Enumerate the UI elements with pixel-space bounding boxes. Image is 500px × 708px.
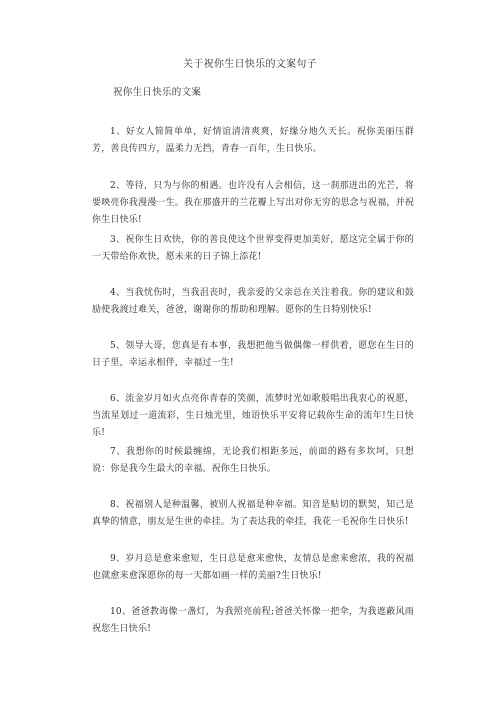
paragraph-7: 7、我想你的时候最缠绵，无论我们相距多远，前面的路有多坎坷，只想说：你是我今生最大的幸福。祝你生日快乐。 [92,447,414,474]
paragraph-2: 2、等待，只为与你的相遇。也许没有人会相信，这一刹那迸出的光芒，将要映亮你我漫漫一生。我在那盛开的兰花瓣上写出对你无穷的思念与祝福，并祝你生日快乐! [92,181,415,225]
paragraph-5: 5、领导大哥，您真是有本事，我想把他当做偶像一样供着，愿您在生日的日子里，幸运永相伴，幸福过一生! [92,341,414,368]
document-title: 关于祝你生日快乐的文案句子 [183,59,317,70]
paragraph-3: 3、祝你生日欢快，你的善良使这个世界变得更加美好，愿这完全属于你的一天带给你欢快，愿未来的日子锦上添花! [92,235,414,262]
paragraph-10: 10、爸爸教诲像一盏灯，为我照亮前程;爸爸关怀像一把伞，为我遮蔽风雨祝您生日快乐! [92,607,414,634]
paragraph-1: 1、好女人简简单单，好情谊清清爽爽，好缘分地久天长。祝你美丽压群芳，善良传四方，温柔力无挡，青春一百年，生日快乐。 [92,127,414,154]
document-subtitle: 祝你生日快乐的文案 [113,87,202,98]
paragraph-9: 9、岁月总是愈来愈短，生日总是愈来愈快，友情总是愈来愈浓，我的祝福也就愈来愈深愿你的每一天都如画一样的美丽?生日快乐! [92,554,414,581]
paragraph-4: 4、当我忧伤时，当我沮丧时，我亲爱的父亲总在关注着我。你的建议和鼓励使我渡过难关，爸爸，谢谢你的帮助和理解。愿你的生日特别快乐! [92,288,414,315]
paragraph-8: 8、祝福别人是种温馨，被别人祝福是种幸福。知音是贴切的默契，知己是真挚的情意，朋友是生世的牵挂。为了表达我的牵挂，我花一毛祝你生日快乐! [92,500,414,527]
paragraph-6: 6、流金岁月如火点亮你青春的笑颜，流梦时光如歌般唱出我衷心的祝愿，当流星划过一道流彩，生日烛光里，烛语快乐平安将记载你生命的流年!生日快乐! [92,394,414,438]
